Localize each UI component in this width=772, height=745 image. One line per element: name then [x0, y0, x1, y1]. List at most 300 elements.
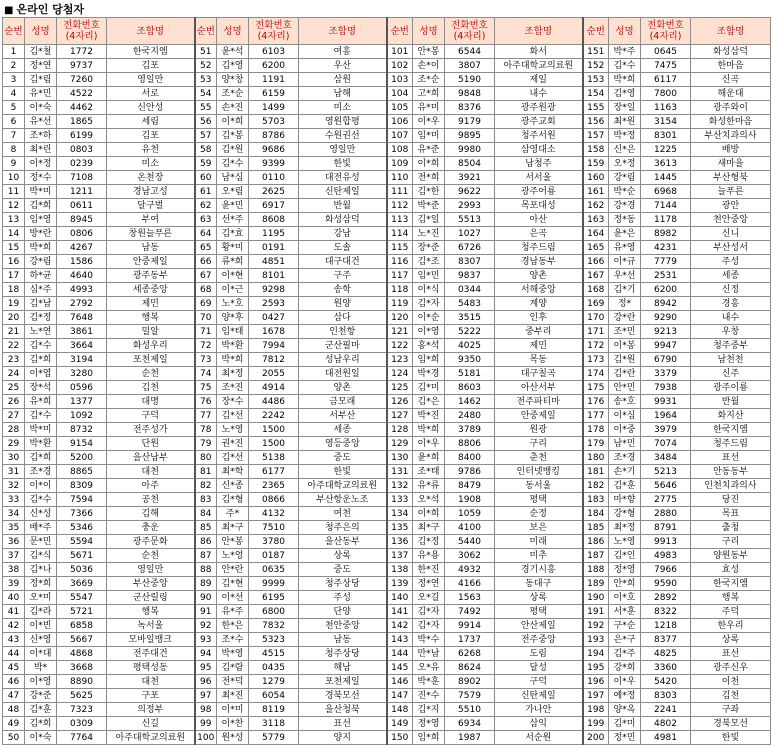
cell-union: 광주어룡	[495, 185, 583, 199]
cell-num: 165	[583, 241, 609, 255]
cell-num: 5	[3, 101, 25, 115]
cell-union: 경북모선	[299, 689, 387, 703]
cell-num: 85	[195, 521, 217, 535]
cell-num: 41	[3, 605, 25, 619]
cell-name: 김*은	[413, 395, 445, 409]
cell-union: 공천	[107, 493, 195, 507]
cell-num: 73	[195, 353, 217, 367]
cell-tel: 6177	[249, 465, 299, 479]
cell-tel: 7779	[641, 255, 691, 269]
cell-tel: 3484	[641, 451, 691, 465]
cell-union: 새마을	[691, 157, 771, 171]
cell-name: 류*희	[217, 255, 249, 269]
cell-name: 임*미	[413, 129, 445, 143]
cell-union: 영등중앙	[299, 437, 387, 451]
cell-name: 강*경	[609, 199, 641, 213]
cell-union: 전주파티마	[495, 395, 583, 409]
cell-tel: 9980	[445, 143, 495, 157]
cell-tel: 4166	[445, 577, 495, 591]
table-row	[3, 129, 771, 143]
cell-num: 11	[3, 185, 25, 199]
cell-num: 181	[583, 465, 609, 479]
cell-tel: 5323	[249, 633, 299, 647]
cell-num: 21	[3, 325, 25, 339]
cell-tel: 3154	[641, 115, 691, 129]
cell-union: 인후	[495, 311, 583, 325]
cell-union: 성남우리	[299, 353, 387, 367]
cell-tel: 5440	[445, 535, 495, 549]
cell-union: 원광	[495, 423, 583, 437]
cell-union: 배방	[691, 143, 771, 157]
cell-num: 132	[387, 479, 413, 493]
cell-tel: 7648	[57, 311, 107, 325]
table-row	[3, 339, 771, 353]
cell-union: 이천	[691, 675, 771, 689]
cell-union: 한우리	[691, 619, 771, 633]
cell-tel: 8119	[249, 703, 299, 717]
table-row	[3, 73, 771, 87]
cell-union: 신정	[691, 283, 771, 297]
cell-num: 112	[387, 199, 413, 213]
cell-num: 1	[3, 45, 25, 59]
cell-num: 44	[3, 647, 25, 661]
cell-union: 행복	[107, 605, 195, 619]
cell-num: 69	[195, 297, 217, 311]
cell-union: 당진	[691, 493, 771, 507]
cell-union: 천안중앙	[691, 213, 771, 227]
cell-name: 박*	[25, 661, 57, 675]
cell-name: 황*미	[217, 241, 249, 255]
table-row	[3, 255, 771, 269]
cell-name: 유*용	[413, 549, 445, 563]
cell-union: 내수	[495, 87, 583, 101]
cell-num: 190	[583, 591, 609, 605]
cell-tel: 5646	[641, 479, 691, 493]
cell-tel: 7994	[249, 339, 299, 353]
cell-tel: 5213	[641, 465, 691, 479]
cell-num: 127	[387, 409, 413, 423]
cell-name: 김*주	[609, 647, 641, 661]
cell-tel: 3789	[445, 423, 495, 437]
cell-tel: 8982	[641, 227, 691, 241]
cell-tel: 3669	[57, 577, 107, 591]
cell-num: 108	[387, 143, 413, 157]
cell-union: 구주	[299, 269, 387, 283]
cell-name: 선*주	[217, 213, 249, 227]
cell-tel: 9848	[445, 87, 495, 101]
cell-name: 이*미	[217, 703, 249, 717]
table-row	[3, 731, 771, 745]
cell-tel: 5513	[445, 213, 495, 227]
cell-num: 51	[195, 45, 217, 59]
cell-tel: 4983	[641, 549, 691, 563]
cell-name: 정*수	[25, 171, 57, 185]
cell-name: 이*규	[609, 255, 641, 269]
cell-tel: 1195	[249, 227, 299, 241]
cell-union: 한빛	[299, 465, 387, 479]
cell-union: 반월	[299, 199, 387, 213]
cell-num: 27	[3, 409, 25, 423]
cell-union: 중도	[299, 563, 387, 577]
cell-name: 조*진	[217, 381, 249, 395]
cell-name: 최*정	[609, 521, 641, 535]
table-row	[3, 395, 771, 409]
cell-name: 이*숙	[25, 731, 57, 745]
cell-tel: 8786	[249, 129, 299, 143]
cell-name: 최*학	[217, 465, 249, 479]
cell-tel: 1225	[641, 143, 691, 157]
cell-tel: 6199	[57, 129, 107, 143]
cell-name: 전*희	[413, 171, 445, 185]
cell-name: 김*원	[609, 353, 641, 367]
cell-tel: 3921	[445, 171, 495, 185]
cell-name: 박*미	[25, 423, 57, 437]
cell-num: 155	[583, 101, 609, 115]
cell-name: 김*람	[217, 661, 249, 675]
cell-name: 고*희	[413, 87, 445, 101]
cell-num: 14	[3, 227, 25, 241]
cell-name: 최*구	[413, 521, 445, 535]
cell-tel: 5036	[57, 563, 107, 577]
cell-name: 김*희	[25, 451, 57, 465]
cell-union: 전주성가	[107, 423, 195, 437]
cell-union: 영일만	[299, 143, 387, 157]
cell-tel: 3280	[57, 367, 107, 381]
cell-num: 167	[583, 269, 609, 283]
cell-name: 노*영	[609, 535, 641, 549]
cell-num: 199	[583, 717, 609, 731]
cell-union: 남청주	[495, 157, 583, 171]
cell-name: 이*찬	[217, 717, 249, 731]
cell-union: 한마음	[691, 59, 771, 73]
cell-union: 의정부	[107, 703, 195, 717]
cell-tel: 9895	[445, 129, 495, 143]
cell-union: 세종중앙	[107, 283, 195, 297]
cell-union: 화성삼덕	[691, 45, 771, 59]
cell-tel: 7832	[249, 619, 299, 633]
cell-union: 가나안	[495, 703, 583, 717]
cell-num: 145	[387, 661, 413, 675]
cell-num: 53	[195, 73, 217, 87]
header-name: 성명	[25, 18, 57, 45]
header-union: 조합명	[691, 18, 771, 45]
cell-name: 송*호	[609, 395, 641, 409]
header-num: 순번	[387, 18, 413, 45]
cell-union: 행복	[107, 311, 195, 325]
cell-union: 김천	[691, 689, 771, 703]
cell-name: 김*한	[413, 185, 445, 199]
cell-union: 내수	[691, 311, 771, 325]
table-row	[3, 227, 771, 241]
cell-name: 정*민	[609, 731, 641, 745]
cell-num: 52	[195, 59, 217, 73]
cell-name: 김*선	[217, 409, 249, 423]
cell-union: 금모래	[299, 395, 387, 409]
cell-num: 74	[195, 367, 217, 381]
cell-name: 문*민	[25, 535, 57, 549]
cell-tel: 4802	[641, 717, 691, 731]
cell-tel: 2880	[641, 507, 691, 521]
cell-union: 군산필마	[299, 339, 387, 353]
cell-tel: 4100	[445, 521, 495, 535]
cell-tel: 5190	[445, 73, 495, 87]
cell-name: 조*태	[413, 465, 445, 479]
cell-num: 105	[387, 101, 413, 115]
cell-tel: 0309	[57, 717, 107, 731]
cell-num: 147	[387, 689, 413, 703]
table-row	[3, 297, 771, 311]
cell-name: 김*인	[609, 549, 641, 563]
cell-tel: 1678	[249, 325, 299, 339]
cell-tel: 1211	[57, 185, 107, 199]
cell-union: 상록	[691, 633, 771, 647]
cell-name: 김*철	[25, 45, 57, 59]
table-row	[3, 171, 771, 185]
cell-tel: 6968	[641, 185, 691, 199]
header-tel: 전화번호 (4자리)	[249, 18, 299, 45]
cell-name: 조*순	[217, 87, 249, 101]
cell-num: 54	[195, 87, 217, 101]
table-row	[3, 241, 771, 255]
cell-num: 121	[387, 325, 413, 339]
cell-tel: 1500	[249, 437, 299, 451]
cell-tel: 0806	[57, 227, 107, 241]
cell-name: 김*효	[217, 227, 249, 241]
cell-num: 164	[583, 227, 609, 241]
cell-num: 63	[195, 213, 217, 227]
cell-name: 정*연	[413, 577, 445, 591]
cell-name: 노*엉	[217, 549, 249, 563]
cell-num: 24	[3, 367, 25, 381]
cell-num: 62	[195, 199, 217, 213]
cell-name: 임*희	[413, 731, 445, 745]
cell-num: 175	[583, 381, 609, 395]
cell-name: 배*주	[25, 521, 57, 535]
cell-num: 193	[583, 633, 609, 647]
cell-name: 노*호	[217, 297, 249, 311]
cell-name: 장*준	[413, 241, 445, 255]
cell-num: 192	[583, 619, 609, 633]
cell-name: 이*엽	[25, 367, 57, 381]
cell-tel: 1987	[445, 731, 495, 745]
cell-name: 홍*석	[413, 339, 445, 353]
cell-tel: 2365	[249, 479, 299, 493]
cell-num: 83	[195, 493, 217, 507]
cell-union: 청주상당	[299, 647, 387, 661]
cell-tel: 0435	[249, 661, 299, 675]
cell-name: 구*순	[609, 619, 641, 633]
cell-name: 강*희	[609, 661, 641, 675]
cell-name: 김*라	[25, 605, 57, 619]
cell-num: 6	[3, 115, 25, 129]
cell-union: 반월	[691, 395, 771, 409]
cell-name: 이*선	[217, 591, 249, 605]
cell-name: 김*수	[25, 493, 57, 507]
cell-name: 정*영	[609, 563, 641, 577]
cell-name: 김*란	[609, 367, 641, 381]
cell-name: 만*남	[413, 647, 445, 661]
cell-num: 189	[583, 577, 609, 591]
header-union: 조합명	[299, 18, 387, 45]
cell-union: 김포	[107, 59, 195, 73]
cell-name: 박*진	[413, 409, 445, 423]
cell-num: 48	[3, 703, 25, 717]
cell-tel: 1218	[641, 619, 691, 633]
cell-union: 평택성동	[107, 661, 195, 675]
table-row	[3, 535, 771, 549]
cell-name: 노*연	[25, 325, 57, 339]
cell-union: 을산청북	[299, 703, 387, 717]
cell-num: 75	[195, 381, 217, 395]
cell-union: 동대구	[495, 577, 583, 591]
cell-num: 169	[583, 297, 609, 311]
cell-tel: 5703	[249, 115, 299, 129]
cell-num: 154	[583, 87, 609, 101]
cell-num: 182	[583, 479, 609, 493]
cell-tel: 9837	[445, 269, 495, 283]
cell-name: 김*기	[609, 283, 641, 297]
cell-num: 138	[387, 563, 413, 577]
cell-union: 광주동부	[107, 269, 195, 283]
cell-num: 109	[387, 157, 413, 171]
table-row	[3, 521, 771, 535]
table-row	[3, 507, 771, 521]
cell-num: 18	[3, 283, 25, 297]
cell-union: 출청	[691, 521, 771, 535]
cell-union: 대구대건	[299, 255, 387, 269]
cell-num: 92	[195, 619, 217, 633]
cell-union: 아주대학교의료원	[107, 731, 195, 745]
cell-tel: 6159	[249, 87, 299, 101]
cell-name: 이*빈	[25, 619, 57, 633]
cell-name: 정*동	[609, 213, 641, 227]
square-bullet-icon: ■	[4, 5, 14, 16]
cell-union: 충운	[107, 521, 195, 535]
cell-num: 98	[195, 703, 217, 717]
cell-num: 13	[3, 213, 25, 227]
cell-tel: 7812	[249, 353, 299, 367]
cell-union: 세종	[299, 423, 387, 437]
cell-tel: 9213	[641, 325, 691, 339]
cell-name: 임*희	[413, 353, 445, 367]
cell-union: 서서울	[495, 171, 583, 185]
cell-num: 9	[3, 157, 25, 171]
cell-union: 중부리	[495, 325, 583, 339]
cell-num: 191	[583, 605, 609, 619]
table-row	[3, 437, 771, 451]
cell-num: 57	[195, 129, 217, 143]
cell-union: 부산중앙	[107, 577, 195, 591]
cell-union: 부산형북	[691, 171, 771, 185]
cell-tel: 5346	[57, 521, 107, 535]
cell-num: 124	[387, 367, 413, 381]
cell-name: 윤*은	[609, 227, 641, 241]
cell-union: 삼영대소	[495, 143, 583, 157]
cell-tel: 9686	[249, 143, 299, 157]
cell-union: 우산	[299, 59, 387, 73]
cell-name: 박*환	[217, 339, 249, 353]
cell-num: 135	[387, 521, 413, 535]
cell-tel: 6200	[641, 283, 691, 297]
cell-tel: 7510	[249, 521, 299, 535]
cell-union: 경기시흥	[495, 563, 583, 577]
cell-union: 은곡	[495, 227, 583, 241]
cell-union: 신주	[691, 367, 771, 381]
cell-name: 노*영	[217, 423, 249, 437]
cell-num: 122	[387, 339, 413, 353]
cell-union: 단원	[107, 437, 195, 451]
cell-num: 71	[195, 325, 217, 339]
cell-union: 모바일뱅크	[107, 633, 195, 647]
cell-union: 세림	[107, 115, 195, 129]
cell-num: 77	[195, 409, 217, 423]
cell-tel: 8101	[249, 269, 299, 283]
cell-union: 구포	[107, 689, 195, 703]
cell-tel: 4462	[57, 101, 107, 115]
cell-name: 조*민	[609, 325, 641, 339]
cell-num: 72	[195, 339, 217, 353]
cell-tel: 8791	[641, 521, 691, 535]
cell-name: 김*훈	[25, 703, 57, 717]
cell-num: 26	[3, 395, 25, 409]
cell-name: 정*연	[25, 59, 57, 73]
cell-name: 이*이	[25, 479, 57, 493]
cell-tel: 7966	[641, 563, 691, 577]
cell-union: 원양	[299, 297, 387, 311]
cell-tel: 0866	[249, 493, 299, 507]
cell-tel: 4825	[641, 647, 691, 661]
cell-num: 7	[3, 129, 25, 143]
cell-tel: 0191	[249, 241, 299, 255]
cell-union: 행복	[691, 591, 771, 605]
cell-num: 59	[195, 157, 217, 171]
cell-union: 아산	[495, 213, 583, 227]
cell-tel: 5671	[57, 549, 107, 563]
cell-name: 김*지	[413, 703, 445, 717]
cell-num: 130	[387, 451, 413, 465]
cell-union: 양원동부	[691, 549, 771, 563]
cell-union: 서순원	[495, 731, 583, 745]
table-row	[3, 563, 771, 577]
cell-union: 보은	[495, 521, 583, 535]
cell-num: 159	[583, 157, 609, 171]
cell-num: 131	[387, 465, 413, 479]
cell-num: 66	[195, 255, 217, 269]
cell-union: 남동	[107, 241, 195, 255]
cell-union: 도솔	[299, 241, 387, 255]
table-row	[3, 689, 771, 703]
cell-num: 43	[3, 633, 25, 647]
cell-tel: 5667	[57, 633, 107, 647]
cell-name: 이*호	[609, 591, 641, 605]
cell-name: 유*류	[413, 479, 445, 493]
cell-union: 김포	[107, 129, 195, 143]
cell-union: 부산성서	[691, 241, 771, 255]
cell-name: 이*순	[413, 311, 445, 325]
cell-name: 정*희	[25, 577, 57, 591]
cell-num: 16	[3, 255, 25, 269]
cell-name: 박*정	[609, 129, 641, 143]
cell-tel: 1163	[641, 101, 691, 115]
cell-tel: 9399	[249, 157, 299, 171]
cell-tel: 6800	[249, 605, 299, 619]
cell-union: 평택	[495, 493, 583, 507]
cell-name: 이*우	[609, 675, 641, 689]
header-num: 순번	[583, 18, 609, 45]
cell-name: 이*정	[25, 157, 57, 171]
cell-tel: 3118	[249, 717, 299, 731]
cell-union: 춘천	[495, 451, 583, 465]
